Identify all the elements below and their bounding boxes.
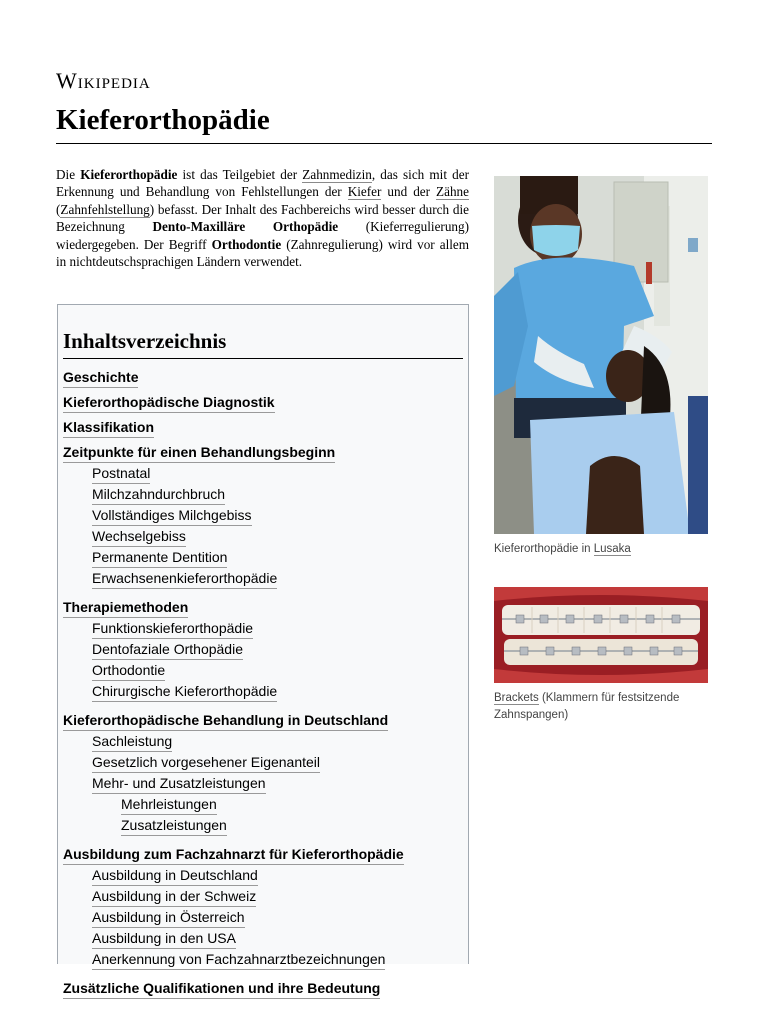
caption-link[interactable]: Lusaka <box>593 543 631 555</box>
toc-item <box>63 438 463 589</box>
toc-link[interactable]: Kieferorthopädische Behandlung in Deutschland <box>63 710 388 731</box>
toc-sublist <box>63 618 463 702</box>
toc-item <box>92 568 463 589</box>
toc-item <box>92 547 463 568</box>
toc-item <box>63 388 463 413</box>
toc-item <box>63 706 463 836</box>
toc-link[interactable]: Ausbildung in der Schweiz <box>92 886 256 907</box>
toc-link[interactable]: Ausbildung in den USA <box>92 928 236 949</box>
toc-link[interactable]: Orthodontie <box>92 660 165 681</box>
toc-link[interactable]: Gesetzlich vorgesehener Eigenanteil <box>92 752 320 773</box>
intro-text: (Zahnregulierung) wird vor allem in nichtdeutschsprachigen Ländern verwendet. <box>56 236 470 270</box>
toc-item <box>92 660 463 681</box>
toc-title: Inhaltsverzeichnis <box>63 329 463 359</box>
toc-item <box>92 928 463 949</box>
intro-bold-term: Orthodontie <box>211 236 282 252</box>
toc-link[interactable]: Geschichte <box>63 367 138 388</box>
toc-item <box>92 463 463 484</box>
toc-link[interactable]: Ausbildung in Deutschland <box>92 865 258 886</box>
toc-item <box>92 484 463 505</box>
toc-item <box>92 886 463 907</box>
intro-link[interactable]: Zahnmedizin <box>302 167 372 182</box>
toc-link[interactable]: Funktionskieferorthopädie <box>92 618 253 639</box>
toc-link[interactable]: Permanente Dentition <box>92 547 227 568</box>
toc-item <box>63 363 463 388</box>
figure-caption-lusaka <box>494 541 708 558</box>
figure-caption-brackets <box>494 690 708 724</box>
toc-link[interactable]: Mehr- und Zusatzleistungen <box>92 773 266 794</box>
toc-sublist <box>92 794 463 836</box>
toc-link[interactable]: Kieferorthopädische Diagnostik <box>63 392 275 413</box>
toc-link[interactable]: Vollständiges Milchgebiss <box>92 505 252 526</box>
page-title: Kieferorthopädie <box>56 104 712 144</box>
toc-list <box>63 363 463 999</box>
intro-link[interactable]: Zähne <box>436 184 469 200</box>
toc-sublist <box>63 731 463 836</box>
toc-sublist <box>63 463 463 589</box>
intro-text: ist das Teilgebiet der <box>177 167 303 182</box>
toc-sublist <box>63 865 463 970</box>
toc-item <box>92 865 463 886</box>
intro-link[interactable]: Kiefer <box>347 184 382 200</box>
toc-item <box>121 815 463 836</box>
caption-text: (Klammern für festsitzende Zahnspangen) <box>494 692 680 721</box>
intro-text: ( <box>56 201 61 217</box>
toc-link[interactable]: Chirurgische Kieferorthopädie <box>92 681 277 702</box>
table-of-contents <box>57 304 469 996</box>
intro-bold-term: Dento-Maxilläre Orthopädie <box>152 219 339 235</box>
toc-item <box>92 639 463 660</box>
toc-item <box>92 618 463 639</box>
toc-item <box>92 505 463 526</box>
intro-text: , das sich mit der Erkennung und Behandlung von Fehlstellungen der <box>56 167 469 200</box>
toc-item <box>121 794 463 815</box>
toc-item <box>92 949 463 970</box>
toc-item <box>63 593 463 702</box>
toc-link[interactable]: Klassifikation <box>63 417 154 438</box>
intro-text: ) befasst. Der Inhalt des Fachbereichs wird besser durch die Bezeichnung <box>56 201 469 235</box>
toc-item <box>92 773 463 836</box>
toc-link[interactable]: Ausbildung in Österreich <box>92 907 245 928</box>
wikipedia-wordmark[interactable]: Wikipedia <box>56 68 151 93</box>
intro-text: Die <box>56 167 81 182</box>
figure-treatment-photo <box>494 176 708 558</box>
treatment-photo[interactable] <box>494 176 708 534</box>
intro-text: und der <box>381 184 437 200</box>
toc-link[interactable]: Postnatal <box>92 463 150 484</box>
toc-item <box>92 526 463 547</box>
toc-link[interactable]: Milchzahndurchbruch <box>92 484 225 505</box>
toc-item <box>92 752 463 773</box>
caption-link[interactable]: Brackets <box>494 692 539 704</box>
toc-link[interactable]: Mehrleistungen <box>121 794 217 815</box>
toc-item <box>92 731 463 752</box>
toc-link[interactable]: Erwachsenenkieferorthopädie <box>92 568 277 589</box>
toc-item <box>92 681 463 702</box>
toc-link[interactable]: Therapiemethoden <box>63 597 188 618</box>
toc-item <box>63 974 463 999</box>
figure-brackets <box>494 587 708 724</box>
toc-link[interactable]: Sachleistung <box>92 731 172 752</box>
toc-link[interactable]: Zusatzleistungen <box>121 815 227 836</box>
toc-link[interactable]: Anerkennung von Fachzahnarztbezeichnungen <box>92 949 385 970</box>
intro-link[interactable]: Zahnfehlstellung <box>60 201 150 217</box>
toc-link[interactable]: Dentofaziale Orthopädie <box>92 639 243 660</box>
toc-item <box>92 907 463 928</box>
intro-paragraph <box>56 166 469 270</box>
intro-text: (Kieferregulierung) wiedergegeben. Der Begriff <box>56 219 469 252</box>
toc-link[interactable]: Zeitpunkte für einen Behandlungsbeginn <box>63 442 335 463</box>
caption-text: Kieferorthopädie in <box>494 543 594 555</box>
toc-link[interactable]: Ausbildung zum Fachzahnarzt für Kieferorthopädie <box>63 844 404 865</box>
toc-item <box>63 413 463 438</box>
intro-bold-term: Kieferorthopädie <box>80 167 178 182</box>
toc-item <box>63 840 463 970</box>
brackets-photo[interactable] <box>494 587 708 683</box>
toc-link[interactable]: Wechselgebiss <box>92 526 186 547</box>
toc-link[interactable]: Zusätzliche Qualifikationen und ihre Bedeutung <box>63 978 380 999</box>
